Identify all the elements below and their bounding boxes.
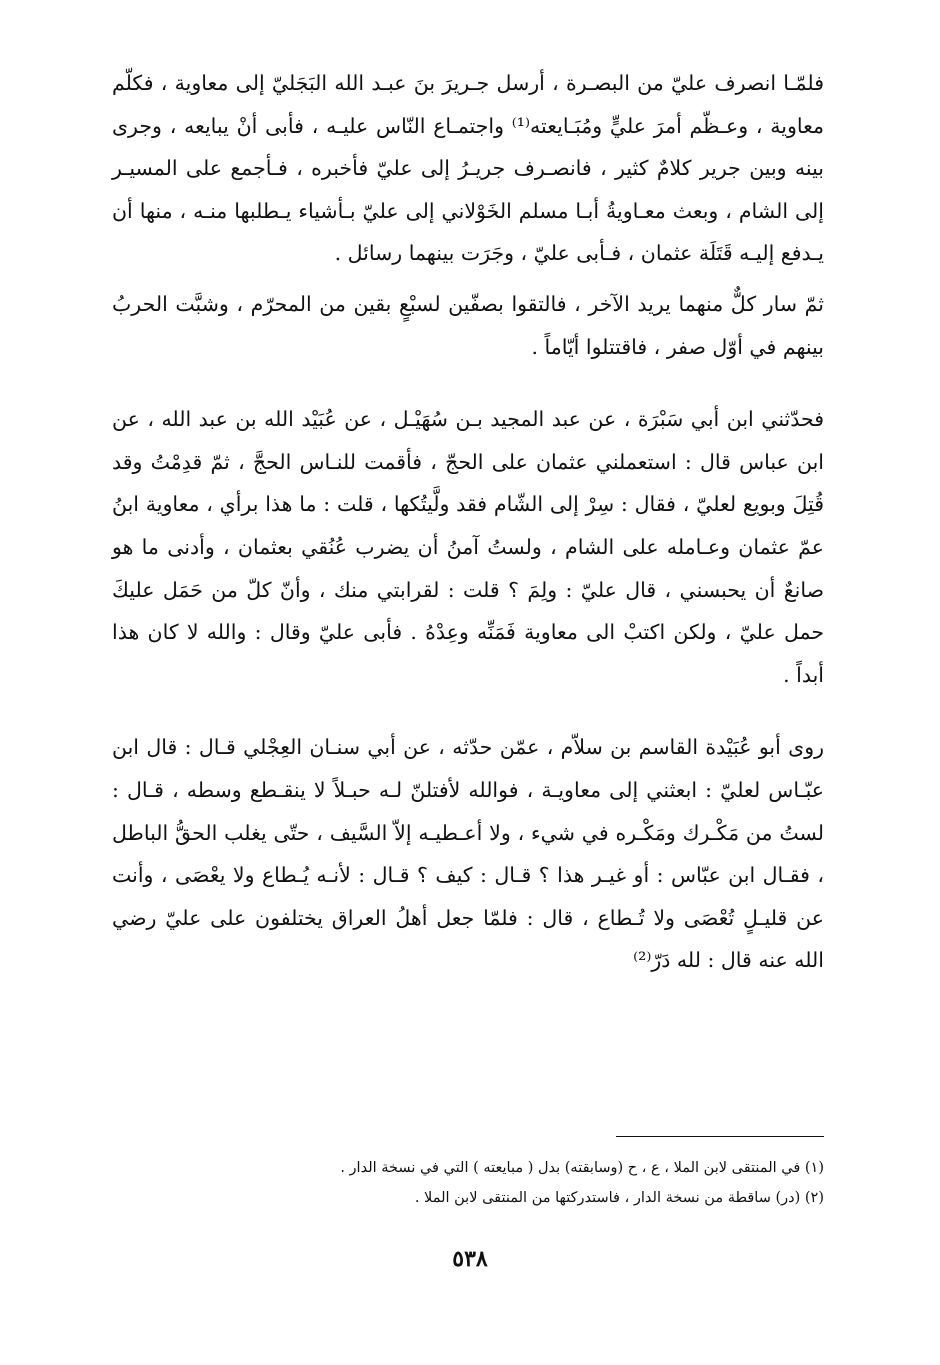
paragraph-1: فلمّـا انصرف عليّ من البصـرة ، أرسل جـريرَ بنَ عبـد الله البَجَليّ إلى معاوية ، فكلّم معاوية ، وعـظّم أمرَ عليٍّ ومُبَـايعته⁽¹⁾ واجتمـاع النّاس عليـه ، فأبى أنْ يبايعه ، وجرى بينه وبين جرير كلامٌ كثير ، فانصـرف جريـرُ إلى عليّ فأخبره ، فـأجمع على المسيـر إلى الشام ، وبعث معـاويةُ أبـا مسلم الخَوْلاني إلى عليّ بـأشياء يـطلبها منـه ، منها أن يـدفع إليـه قَتَلَة عثمان ، فـأبى عليّ ، وجَرَت بينهما رسائل . — [112, 71, 824, 266]
page-number: ٥٣٨ — [452, 1246, 488, 1272]
main-text — [112, 62, 824, 982]
footnotes — [140, 1136, 824, 1213]
paragraph-3: فحدّثني ابن أبي سَبْرَة ، عن عبد المجيد بـن سُهَيْـل ، عن عُبَيْد الله بن عبد الله ، عن ابن عباس قال : استعملني عثمان على الحجّ ، فأقمت للنـاس الحجَّ ، ثمّ قدِمْتُ وقد قُتِلَ وبويع لعليّ ، فقال : سِرْ إلى الشّام فقد ولَّيتُكها ، قلت : ما هذا برأي ، معاوية ابنُ عمّ عثمان وعـامله على الشام ، ولستُ آمنُ أن يضرب عُنُقي بعثمان ، وأدنى ما هو صانعٌ أن يحبسني ، قال عليّ : ولِمَ ؟ قلت : لقرابتي منك ، وأنّ كلّ من حَمَل عليكَ حمل عليّ ، ولكن اكتبْ الى معاوية فَمَنِّه وعِدْهُ . فأبى عليّ وقال : والله لا كان هذا أبداً . — [112, 407, 825, 687]
footnote-divider — [616, 1136, 824, 1137]
footnote-1: (١) في المنتقى لابن الملا ، ع ، ح (وسابقته) بدل ( مبايعته ) التي في نسخة الدار . — [340, 1160, 824, 1176]
footnote-2: (٢) (در) ساقطة من نسخة الدار ، فاستدركتها من المنتقى لابن الملا . — [414, 1190, 824, 1206]
paragraph-4: روى أبو عُبَيْدة القاسم بن سلاّم ، عمّن حدّثه ، عن أبي سنـان العِجْلي قـال : قال ابن عبّـاس لعليّ : ابعثني إلى معاويـة ، فوالله لأفتلنّ لـه حبـلاً لا ينقـطع وسطه ، قـال : لستُ من مَكْـرك ومَكْـره في شيء ، ولا أعـطيـه إلاّ السَّيف ، حتّى يغلب الحقُّ الباطل ، فقـال ابن عبّاس : أو غيـر هذا ؟ قـال : كيف ؟ قـال : لأنـه يُـطاع ولا يعْصَى ، وأنت عن قليـلٍ تُعْصَى ولا تُـطاع ، قال : فلمّا جعل أهلُ العراق يختلفون على عليّ رضي الله عنه قال : لله دَرّ⁽²⁾ — [112, 735, 824, 973]
paragraph-2: ثمّ سار كلٌّ منهما يريد الآخر ، فالتقوا بصفّين لسبْعٍ بقين من المحرّم ، وشبَّت الحربُ بينهم في أوّل صفر ، فاقتتلوا أيّاماً . — [112, 291, 824, 359]
